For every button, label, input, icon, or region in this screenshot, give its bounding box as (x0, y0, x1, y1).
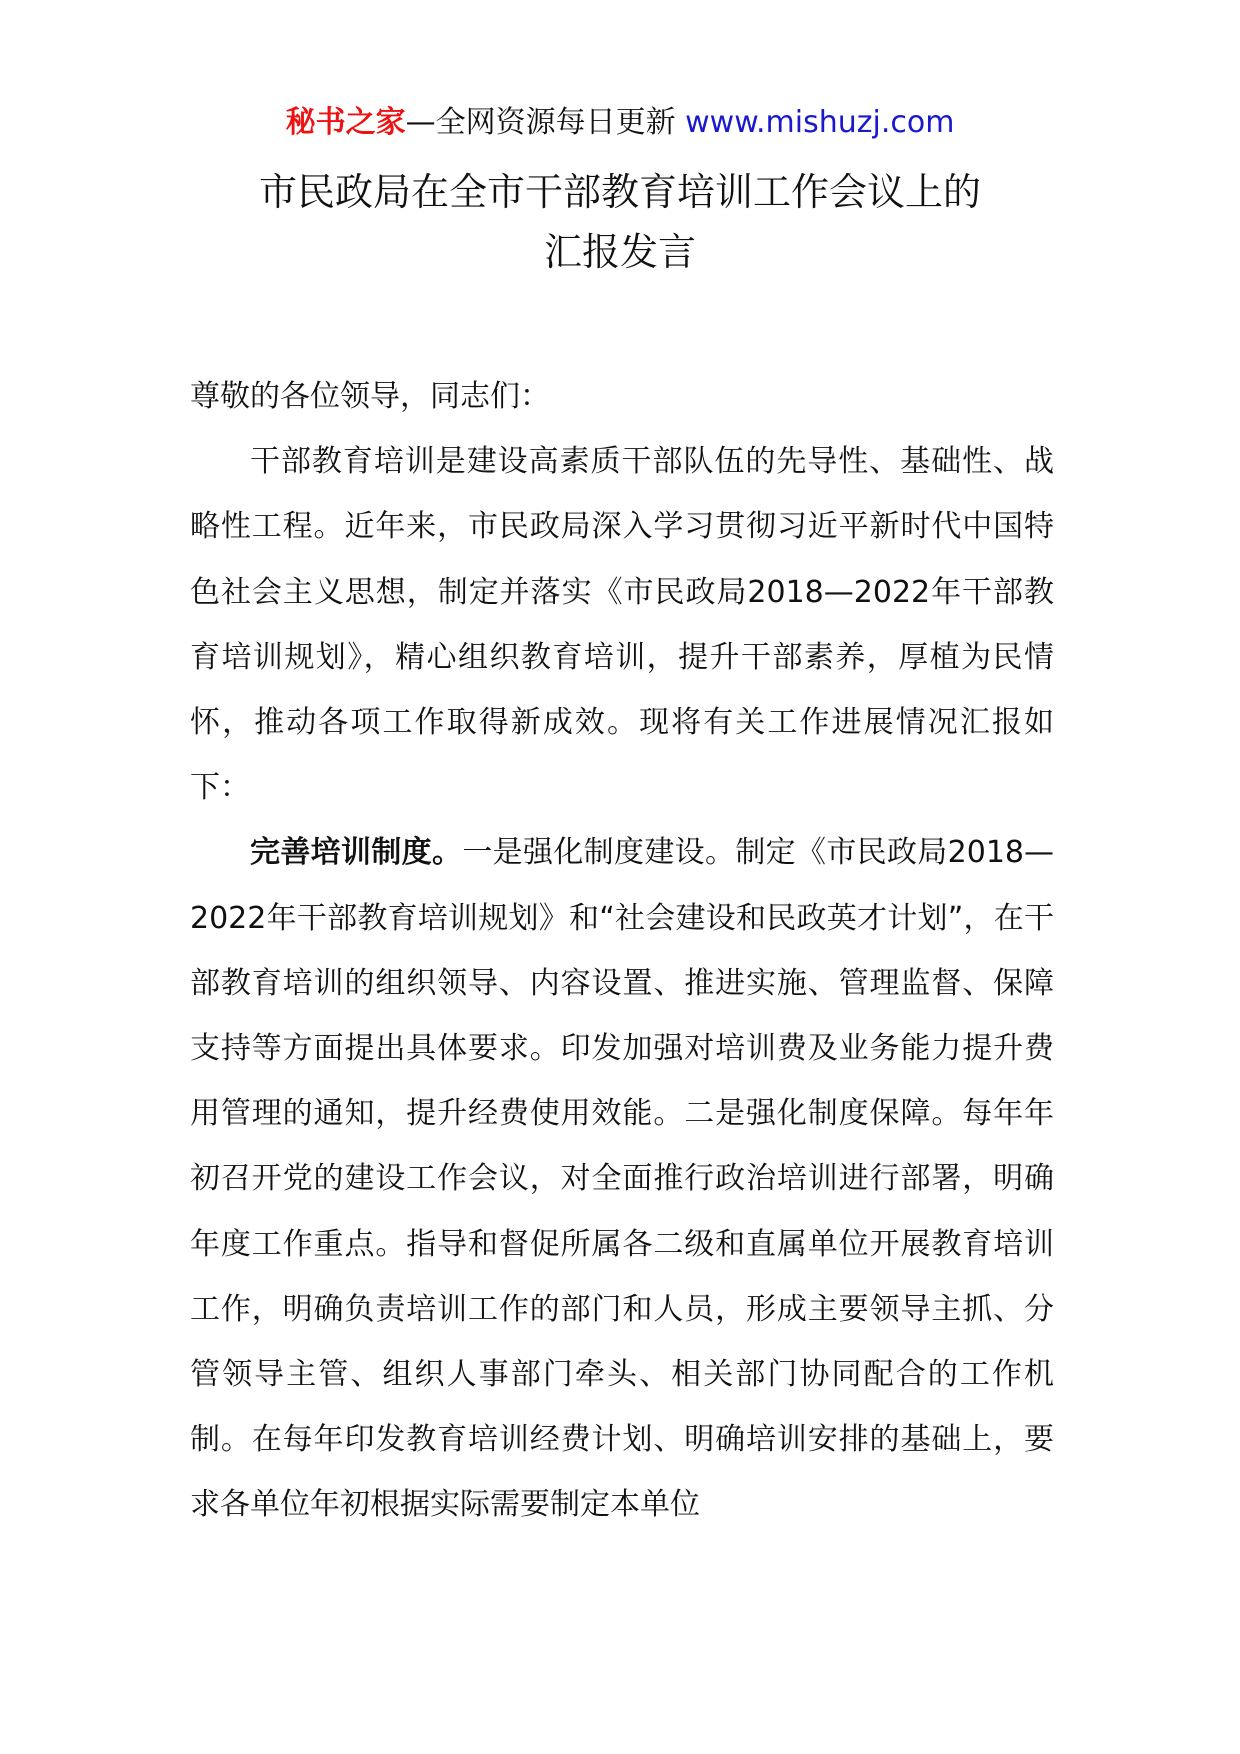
paragraph-intro: 干部教育培训是建设高素质干部队伍的先导性、基础性、战略性工程。近年来，市民政局深入学习贯彻习近平新时代中国特色社会主义思想，制定并落实《市民政局2018—2022年干部教育培训规划》，精心组织教育培训，提升干部素养，厚植为民情怀，推动各项工作取得新成效。现将有关工作进展情况汇报如下： (190, 444, 1054, 806)
salutation: 尊敬的各位领导，同志们： (190, 379, 550, 414)
header-tagline: —全网资源每日更新 (405, 105, 686, 140)
site-url-link[interactable]: www.mishuzj.com (685, 105, 955, 140)
paragraph-training-system-text: 一是强化制度建设。制定《市民政局2018—2022年干部教育培训规划》和“社会建设和民政英才计划”，在干部教育培训的组织领导、内容设置、推进实施、管理监督、保障支持等方面提出具体要求。印发加强对培训费及业务能力提升费用管理的通知，提升经费使用效能。二是强化制度保障。每年年初召开党的建设工作会议，对全面推行政治培训进行部署，明确年度工作重点。指导和督促所属各二级和直属单位开展教育培训工作，明确负责培训工作的部门和人员，形成主要领导主抓、分管领导主管、组织人事部门牵头、相关部门协同配合的工作机制。在每年印发教育培训经费计划、明确培训安排的基础上，要求各单位年初根据实际需要制定本单位 (190, 835, 1054, 1523)
title-line-2: 汇报发言 (543, 230, 696, 274)
title-line-1: 市民政局在全市干部教育培训工作会议上的 (258, 170, 981, 214)
document-body (190, 364, 1054, 1538)
brand-name: 秘书之家 (285, 105, 406, 140)
site-header (0, 100, 1240, 146)
paragraph-lead-heading: 完善培训制度。 (250, 835, 463, 871)
document-title (0, 162, 1240, 282)
paragraph-training-system (190, 820, 1054, 1537)
